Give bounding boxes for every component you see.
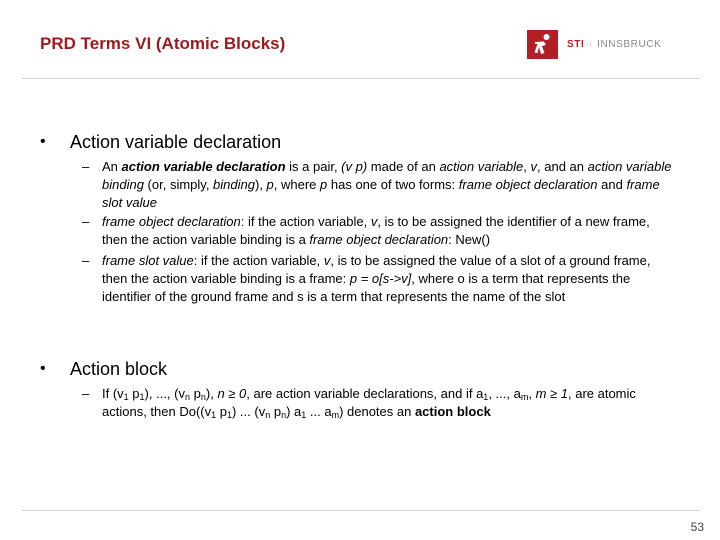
- dash-marker: –: [82, 386, 90, 401]
- bullet-marker: •: [40, 133, 46, 150]
- sub-item-frame-object-declaration: [82, 213, 672, 249]
- dash-marker: –: [82, 253, 90, 268]
- bullet-action-block: [40, 358, 167, 380]
- sub-item-definition: [82, 158, 672, 213]
- person-logo-icon: [527, 30, 558, 59]
- sub-item-text: frame slot value: if the action variable, v, is to be assigned the value of a slot of a ground frame, then the action variable binding is a frame: p = o[s->v], where o is a term that represents the identifier of the ground frame and s is a term that represents the name of the slot: [102, 253, 651, 305]
- logo-wordmark: [567, 39, 661, 50]
- page-number: 53: [690, 520, 704, 534]
- sub-item-frame-slot-value: [82, 252, 672, 307]
- logo-brand: STI: [567, 38, 585, 50]
- sub-item-text: frame object declaration: if the action variable, v, is to be assigned the identifier of a new frame, then the action variable binding is a frame object declaration: New(): [102, 214, 650, 248]
- bullet-heading: Action block: [70, 359, 168, 379]
- dash-marker: –: [82, 159, 90, 174]
- logo-separator: ·: [588, 38, 593, 50]
- logo-place: INNSBRUCK: [597, 38, 662, 50]
- header-divider: [22, 78, 700, 79]
- sub-item-text: An action variable declaration is a pair, (v p) made of an action variable, v, and an action variable binding (or, simply, binding), p, where p has one of two forms: frame object declaration and frame slot value: [102, 159, 672, 211]
- sub-item-action-block-definition: [82, 385, 672, 421]
- slide-title: PRD Terms VI (Atomic Blocks): [40, 34, 286, 53]
- dash-marker: –: [82, 214, 90, 229]
- bullet-action-variable-declaration: [40, 131, 281, 153]
- bullet-marker: •: [40, 360, 46, 377]
- sti-innsbruck-logo: [527, 28, 661, 60]
- bullet-heading: Action variable declaration: [70, 132, 282, 152]
- sub-item-text: If ($v_1$ $p_1$), ..., ($v_n$ $p_n$), n ≥ 0, are action variable declarations, and if $a_1$, ..., $a_m$, m ≥ 1, are atomic actions, then $Do((v_1$ $p_1$) ... ($v_n$ $p_n$) $a_1$ ... $a_m$) denotes an action block: [102, 386, 636, 421]
- footer-divider: [22, 510, 700, 511]
